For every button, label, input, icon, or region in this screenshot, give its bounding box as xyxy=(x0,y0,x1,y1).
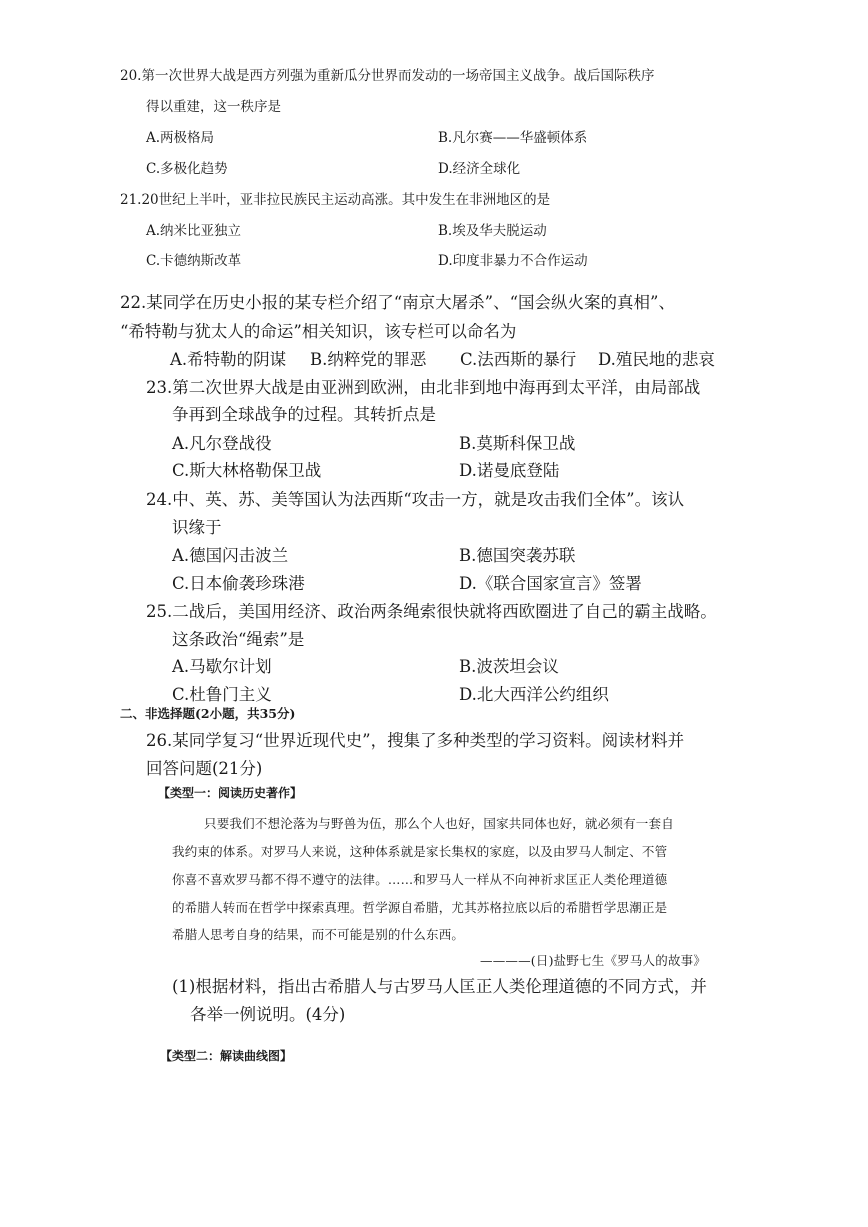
q25-option-b: B.波茨坦会议 xyxy=(459,657,559,676)
q21-option-a: A.纳米比亚独立 xyxy=(146,223,242,239)
q22-option-a: A.希特勒的阴谋 xyxy=(170,350,287,369)
q22-stem-line1: 22.某同学在历史小报的某专栏介绍了“南京大屠杀”、“国会纵火案的真相”、 xyxy=(120,293,675,312)
q25-option-d: D.北大西洋公约组织 xyxy=(459,685,609,704)
q20-stem-line2: 得以重建，这一秩序是 xyxy=(146,99,281,115)
q26-stem-line2: 回答问题(21分) xyxy=(146,759,263,778)
q20-option-a: A.两极格局 xyxy=(146,130,215,146)
q24-stem-line1: 24.中、英、苏、美等国认为法西斯“攻击一方，就是攻击我们全体”。该认 xyxy=(146,490,685,509)
section-heading: 二、非选择题(2小题，共35分) xyxy=(120,706,296,721)
q26-stem-line1: 26.某同学复习“世界近现代史”，搜集了多种类型的学习资料。阅读材料并 xyxy=(146,731,685,750)
q25-stem-line1: 25.二战后，美国用经济、政治两条绳索很快就将西欧圈进了自己的霸主战略。 xyxy=(146,602,717,621)
q23-stem-line2: 争再到全球战争的过程。其转折点是 xyxy=(172,405,436,424)
q24-option-a: A.德国闪击波兰 xyxy=(172,546,289,565)
q22-stem-line2: “希特勒与犹太人的命运”相关知识，该专栏可以命名为 xyxy=(120,322,517,341)
q22-option-d: D.殖民地的悲哀 xyxy=(598,350,715,369)
q25-stem-line2: 这条政治“绳索”是 xyxy=(172,630,305,649)
passage-line-1: 只要我们不想沦落为与野兽为伍，那么个人也好，国家共同体也好，就必须有一套自 xyxy=(204,816,674,831)
q21-option-c: C.卡德纳斯改革 xyxy=(146,253,242,269)
passage-source: ————(日)盐野七生《罗马人的故事》 xyxy=(480,953,707,968)
type2-label: 【类型二：解读曲线图】 xyxy=(160,1049,293,1063)
q23-option-b: B.莫斯科保卫战 xyxy=(459,434,576,453)
passage-line-5: 希腊人思考自身的结果，而不可能是别的什么东西。 xyxy=(172,927,465,942)
q26-sub1-line1: (1)根据材料，指出古希腊人与古罗马人匡正人类伦理道德的不同方式，并 xyxy=(172,977,707,996)
q21-option-d: D.印度非暴力不合作运动 xyxy=(438,253,588,269)
q22-option-b: B.纳粹党的罪恶 xyxy=(310,350,427,369)
q23-option-d: D.诺曼底登陆 xyxy=(459,461,560,480)
q24-option-c: C.日本偷袭珍珠港 xyxy=(172,574,305,593)
q20-option-c: C.多极化趋势 xyxy=(146,161,228,177)
passage-line-3: 你喜不喜欢罗马都不得不遵守的法律。……和罗马人一样从不向神祈求匡正人类伦理道德 xyxy=(172,872,668,887)
q20-option-b: B.凡尔赛——华盛顿体系 xyxy=(438,130,588,146)
q26-sub1-line2: 各举一例说明。(4分) xyxy=(190,1005,346,1024)
passage-line-4: 的希腊人转而在哲学中探索真理。哲学源自希腊，尤其苏格拉底以后的希腊哲学思潮正是 xyxy=(172,900,668,915)
q24-stem-line2: 识缘于 xyxy=(172,518,222,537)
type1-label: 【类型一：阅读历史著作】 xyxy=(158,786,303,800)
passage-line-2: 我约束的体系。对罗马人来说，这种体系就是家长集权的家庭，以及由罗马人制定、不管 xyxy=(172,844,668,859)
q20-stem-line1: 20.第一次世界大战是西方列强为重新瓜分世界而发动的一场帝国主义战争。战后国际秩序 xyxy=(120,68,655,84)
q25-option-a: A.马歇尔计划 xyxy=(172,657,272,676)
q22-option-c: C.法西斯的暴行 xyxy=(460,350,577,369)
q23-stem-line1: 23.第二次世界大战是由亚洲到欧洲，由北非到地中海再到太平洋，由局部战 xyxy=(146,378,701,397)
q24-option-d: D.《联合国家宣言》签署 xyxy=(459,574,642,593)
q21-option-b: B.埃及华夫脱运动 xyxy=(438,223,547,239)
q21-stem: 21.20世纪上半叶，亚非拉民族民主运动高涨。其中发生在非洲地区的是 xyxy=(120,192,551,208)
q23-option-c: C.斯大林格勒保卫战 xyxy=(172,461,322,480)
q20-option-d: D.经济全球化 xyxy=(438,161,521,177)
q24-option-b: B.德国突袭苏联 xyxy=(459,546,576,565)
q25-option-c: C.杜鲁门主义 xyxy=(172,685,272,704)
q23-option-a: A.凡尔登战役 xyxy=(172,434,272,453)
